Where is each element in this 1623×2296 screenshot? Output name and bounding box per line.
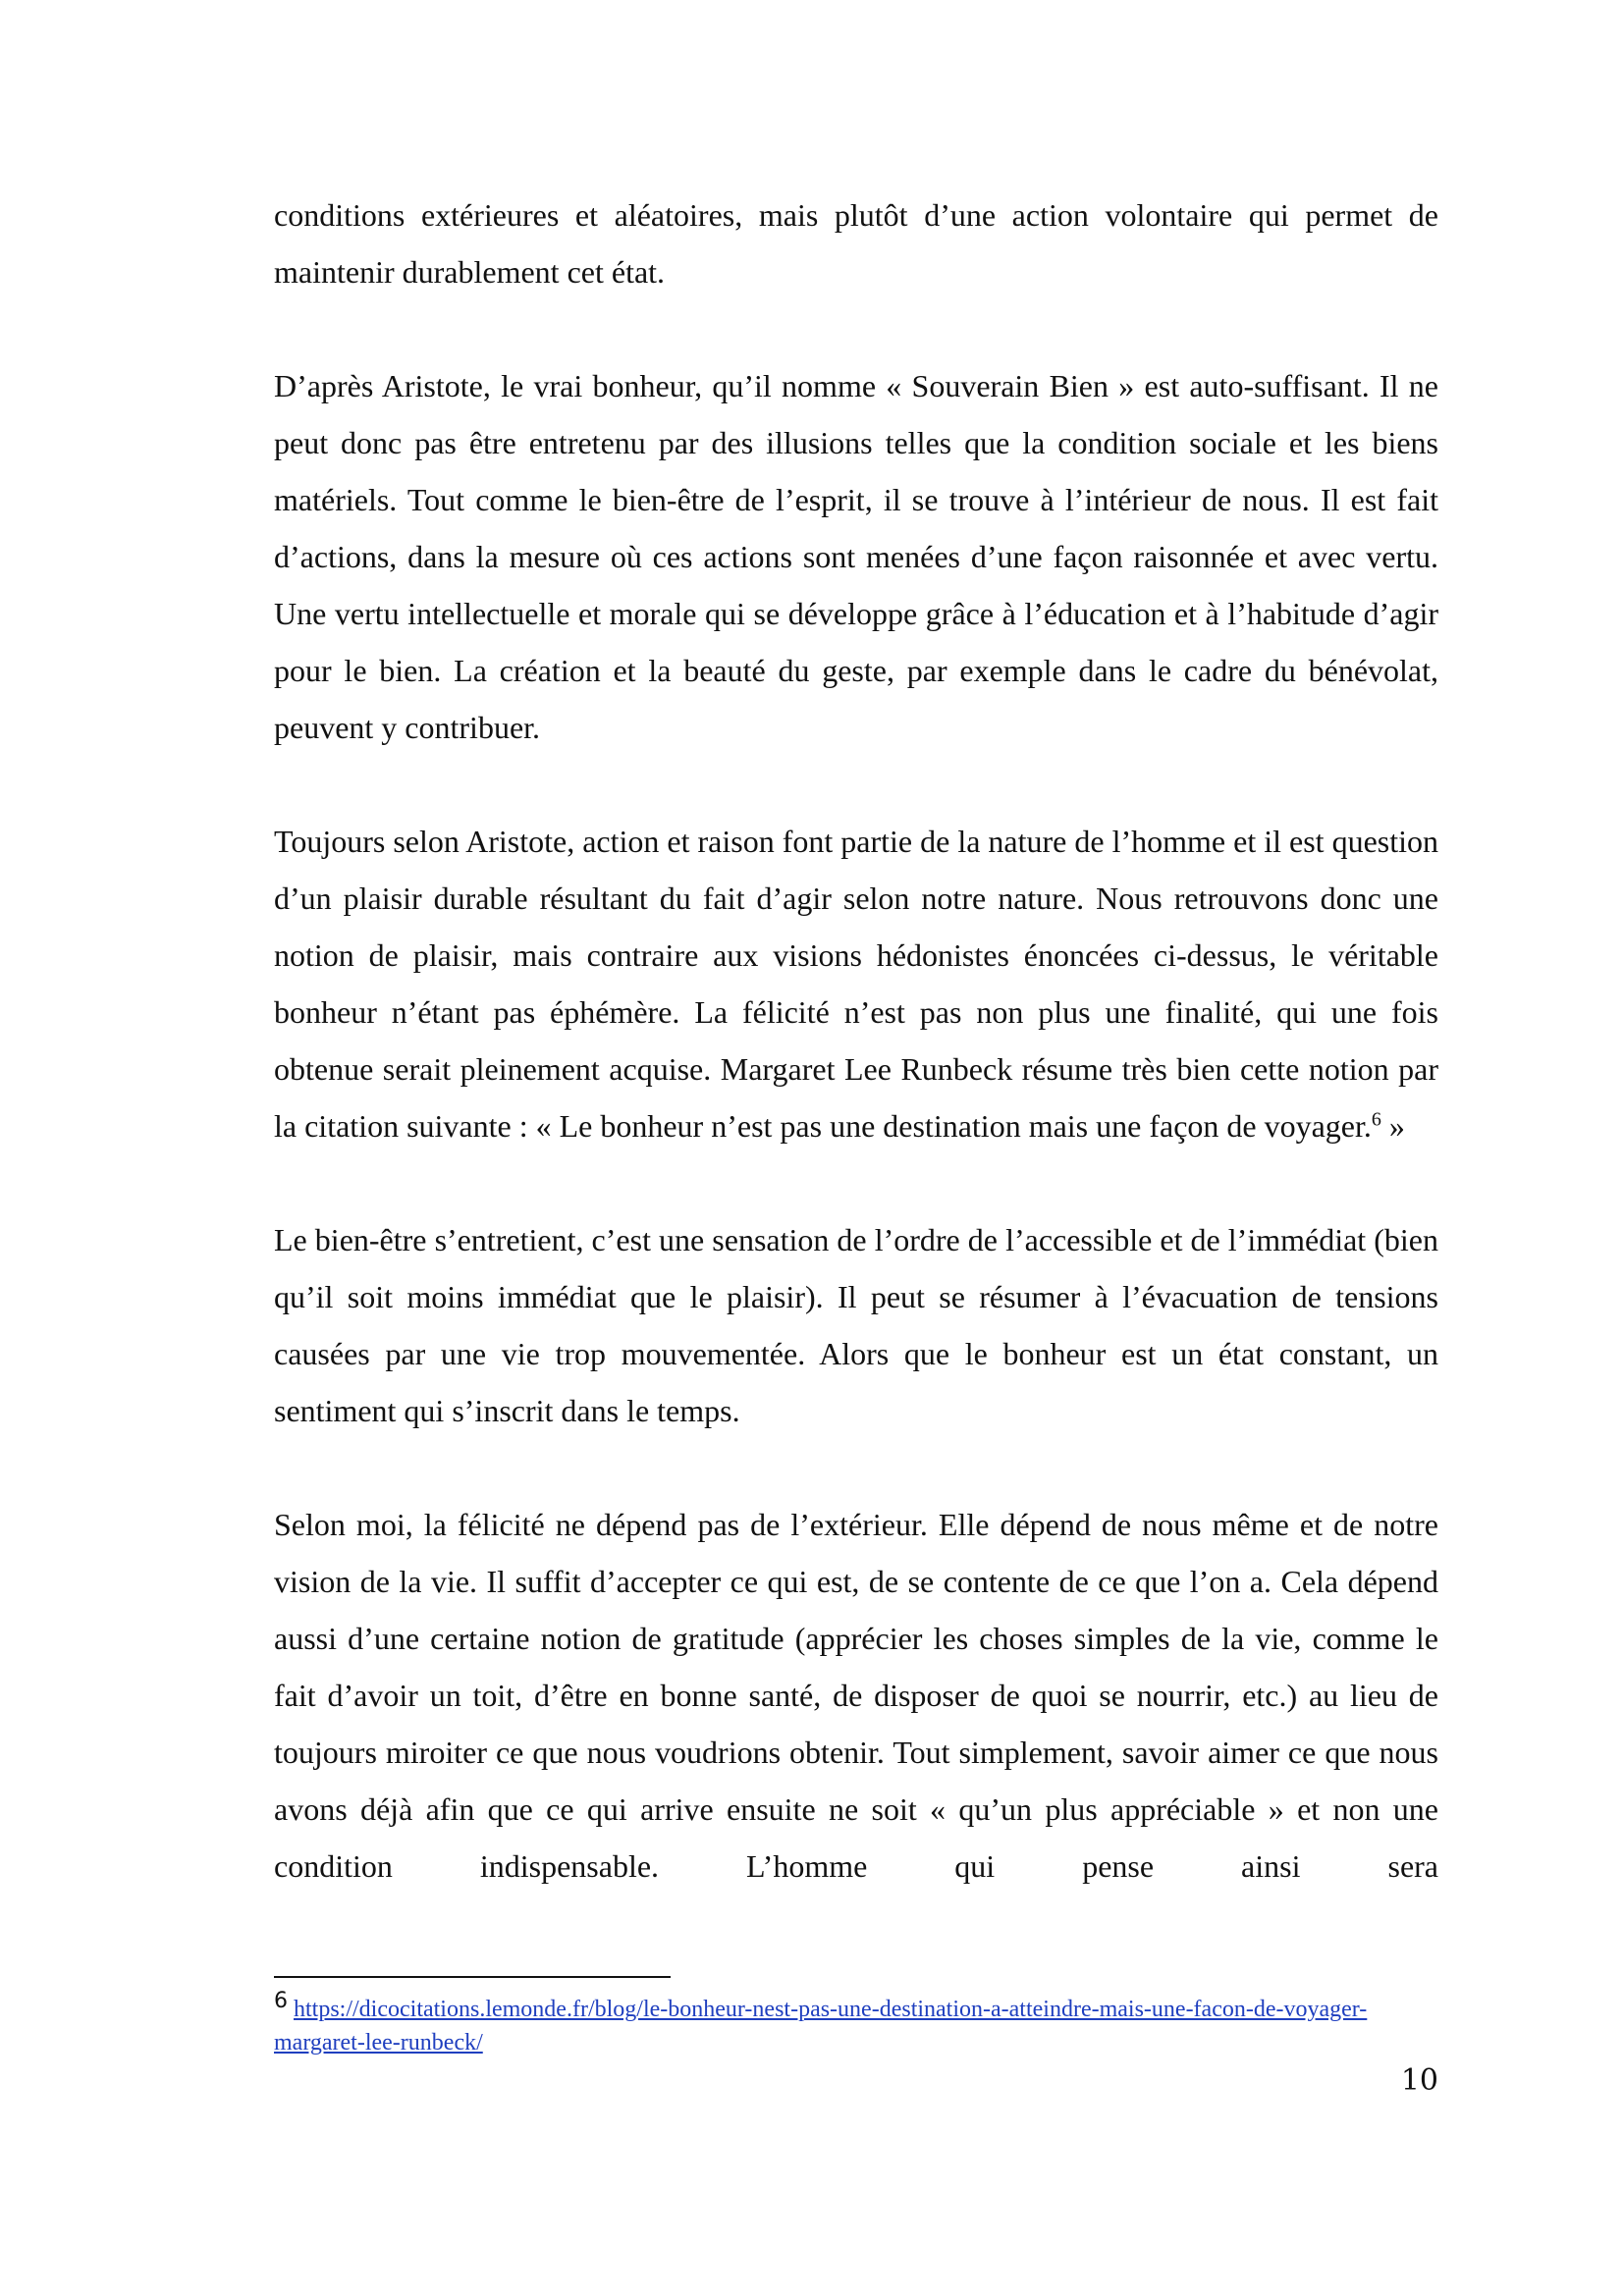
footnote-number: 6 — [274, 1989, 288, 2013]
paragraph-1: conditions extérieures et aléatoires, mais plutôt d’une action volontaire qui permet de maintenir durablement cet état. — [274, 197, 1438, 290]
paragraph-3-text: Toujours selon Aristote, action et raison font partie de la nature de l’homme et il est question d’un plaisir durable résultant du fait d’agir selon notre nature. Nous retrouvons donc une notion de plaisir, mais contraire aux visions hédonistes énoncées ci-dessus, le véritable bonheur n’étant pas éphémère. La félicité n’est pas non plus une finalité, qui une fois obtenue serait pleinement acquise. Margaret Lee Runbeck résume très bien cette notion par la citation suivante : « Le bonheur n’est pas une destination mais une façon de voyager. — [274, 824, 1438, 1144]
footnote — [274, 1989, 1438, 2059]
footnote-separator — [274, 1976, 671, 1978]
paragraph-2: D’après Aristote, le vrai bonheur, qu’il nomme « Souverain Bien » est auto-suffisant. Il ne peut donc pas être entretenu par des illusions telles que la condition sociale et les biens matériels. Tout comme le bien-être de l’esprit, il se trouve à l’intérieur de nous. Il est fait d’actions, dans la mesure où ces actions sont menées d’une façon raisonnée et avec vertu. Une vertu intellectuelle et morale qui se développe grâce à l’éducation et à l’habitude d’agir pour le bien. La création et la beauté du geste, par exemple dans le cadre du bénévolat, peuvent y contribuer. — [274, 368, 1438, 745]
paragraph-3 — [274, 813, 1438, 1154]
paragraph-5: Selon moi, la félicité ne dépend pas de l’extérieur. Elle dépend de nous même et de notre vision de la vie. Il suffit d’accepter ce qui est, de se contente de ce que l’on a. Cela dépend aussi d’une certaine notion de gratitude (apprécier les choses simples de la vie, comme le fait d’avoir un toit, d’être en bonne santé, de disposer de quoi se nourrir, etc.) au lieu de toujours miroiter ce que nous voudrions obtenir. Tout simplement, savoir aimer ce que nous avons déjà afin que ce qui arrive ensuite ne soit « qu’un plus appréciable » et non une condition indispensable. L’homme qui pense ainsi sera — [274, 1507, 1438, 1884]
body-text — [274, 187, 1438, 1951]
footnote-reference[interactable]: 6 — [1371, 1108, 1381, 1131]
footnote-link[interactable]: https://dicocitations.lemonde.fr/blog/le-bonheur-nest-pas-une-destination-a-atteindre-mais-une-facon-de-voyager-margaret-lee-runbeck/ — [274, 1997, 1368, 2056]
paragraph-3-closing: » — [1380, 1108, 1405, 1144]
paragraph-4: Le bien-être s’entretient, c’est une sensation de l’ordre de l’accessible et de l’immédiat (bien qu’il soit moins immédiat que le plaisir). Il peut se résumer à l’évacuation de tensions causées par une vie trop mouvementée. Alors que le bonheur est un état constant, un sentiment qui s’inscrit dans le temps. — [274, 1222, 1438, 1428]
page-number: 10 — [1400, 2063, 1438, 2098]
